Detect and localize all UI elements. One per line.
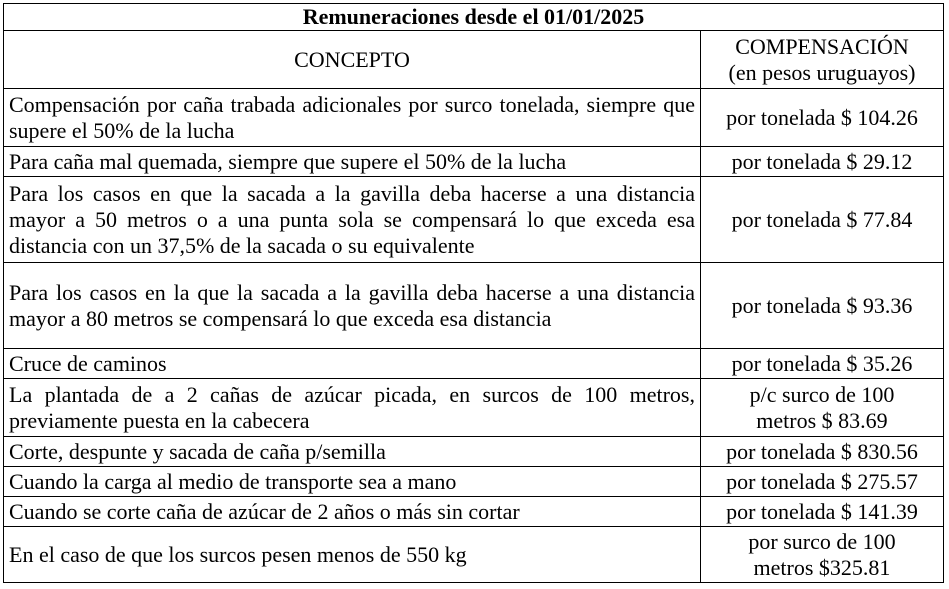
compensation-line2: metros $325.81 (753, 554, 891, 580)
compensation-line2: metros $ 83.69 (756, 407, 888, 433)
compensation-cell (701, 147, 944, 177)
compensation-line1: por tonelada $ 29.12 (731, 148, 913, 174)
compensation-cell (701, 263, 944, 349)
title-row (4, 4, 944, 31)
table-row (4, 147, 944, 177)
compensation-cell (701, 437, 944, 467)
compensation-column-header (701, 31, 944, 89)
concept-cell: La plantada de a 2 cañas de azúcar picada, en surcos de 100 metros, previamente puesta en la cabecera (4, 379, 701, 437)
compensation-header-line2: (en pesos uruguayos) (728, 59, 916, 85)
compensation-line1: por tonelada $ 275.57 (726, 468, 918, 494)
table-row (4, 467, 944, 497)
concept-cell: Para los casos en la que la sacada a la gavilla deba hacerse a una distancia mayor a 80 metros se compensará lo que exceda esa distancia (4, 263, 701, 349)
compensation-cell (701, 527, 944, 583)
table-row (4, 379, 944, 437)
compensation-header-line1: COMPENSACIÓN (735, 33, 909, 59)
table-title: Remuneraciones desde el 01/01/2025 (4, 4, 944, 31)
header-row (4, 31, 944, 89)
compensation-line1: por surco de 100 (748, 528, 896, 554)
concept-cell: En el caso de que los surcos pesen menos de 550 kg (4, 527, 701, 583)
compensation-line1: por tonelada $ 141.39 (726, 498, 918, 524)
concept-cell: Para caña mal quemada, siempre que supere el 50% de la lucha (4, 147, 701, 177)
table-row (4, 497, 944, 527)
concept-column-header: CONCEPTO (4, 31, 701, 89)
concept-cell: Compensación por caña trabada adicionales por surco tonelada, siempre que supere el 50% de la lucha (4, 89, 701, 147)
table-row (4, 527, 944, 583)
concept-cell: Corte, despunte y sacada de caña p/semilla (4, 437, 701, 467)
compensation-line1: por tonelada $ 35.26 (731, 350, 913, 376)
compensation-cell (701, 379, 944, 437)
compensation-line1: por tonelada $ 93.36 (731, 292, 913, 318)
compensation-cell (701, 467, 944, 497)
compensation-line1: por tonelada $ 830.56 (726, 438, 918, 464)
table-row (4, 89, 944, 147)
compensation-cell (701, 497, 944, 527)
compensation-cell (701, 177, 944, 263)
compensation-line1: por tonelada $ 77.84 (731, 206, 913, 232)
table-row (4, 349, 944, 379)
compensation-line1: por tonelada $ 104.26 (726, 104, 918, 130)
table-row (4, 263, 944, 349)
concept-cell: Cuando la carga al medio de transporte sea a mano (4, 467, 701, 497)
compensation-cell (701, 349, 944, 379)
concept-cell: Cruce de caminos (4, 349, 701, 379)
table-row (4, 177, 944, 263)
remuneration-table (3, 3, 944, 583)
concept-cell: Para los casos en que la sacada a la gavilla deba hacerse a una distancia mayor a 50 metros o a una punta sola se compensará lo que exceda esa distancia con un 37,5% de la sacada o su equivalente (4, 177, 701, 263)
table-row (4, 437, 944, 467)
compensation-line1: p/c surco de 100 (749, 381, 895, 407)
compensation-cell (701, 89, 944, 147)
concept-cell: Cuando se corte caña de azúcar de 2 años o más sin cortar (4, 497, 701, 527)
